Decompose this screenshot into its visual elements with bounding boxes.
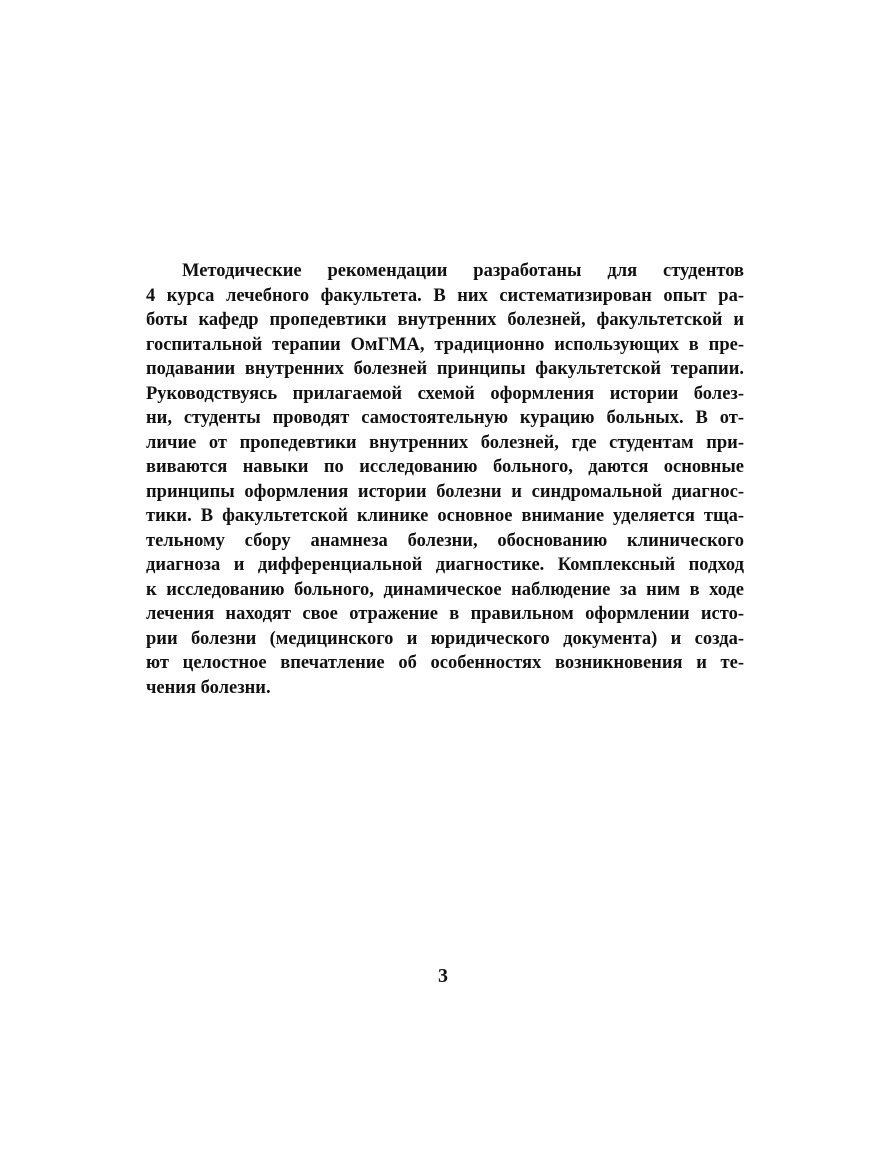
paragraph-line: Методические рекомендации разработаны для студентов	[182, 261, 744, 281]
paragraph-line: ни, студенты проводят самостоятельную курацию больных. В от-	[146, 408, 744, 428]
paragraph-line: лечения находят свое отражение в правильном оформлении исто-	[146, 604, 744, 624]
paragraph-line: тики. В факультетской клинике основное внимание уделяется тща-	[146, 506, 744, 526]
paragraph-line: боты кафедр пропедевтики внутренних болезней, факультетской и	[146, 310, 744, 330]
paragraph-line: 4 курса лечебного факультета. В них систематизирован опыт ра-	[146, 285, 744, 306]
paragraph-line: чения болезни.	[146, 677, 271, 698]
paragraph-line: подавании внутренних болезней принципы факультетской терапии.	[146, 359, 744, 379]
paragraph-line: тельному сбору анамнеза болезни, обоснованию клинического	[146, 530, 744, 551]
paragraph-line: личие от пропедевтики внутренних болезней, где студентам при-	[146, 432, 744, 453]
page-number: 3	[438, 965, 448, 987]
paragraph-line: рии болезни (медицинского и юридического документа) и созда-	[146, 628, 744, 649]
body-paragraph	[146, 259, 744, 700]
paragraph-line: ют целостное впечатление об особенностях возникновения и те-	[146, 653, 744, 673]
paragraph-line: принципы оформления истории болезни и синдромальной диагнос-	[146, 481, 744, 502]
paragraph-line: виваются навыки по исследованию больного, даются основные	[146, 457, 744, 477]
paragraph-line: к исследованию больного, динамическое наблюдение за ним в ходе	[146, 579, 744, 600]
paragraph-line: диагноза и дифференциальной диагностике. Комплексный подход	[146, 555, 744, 575]
paragraph-line: Руководствуясь прилагаемой схемой оформления истории болез-	[146, 383, 744, 404]
paragraph-line: госпитальной терапии ОмГМА, традиционно использующих в пре-	[146, 334, 744, 355]
